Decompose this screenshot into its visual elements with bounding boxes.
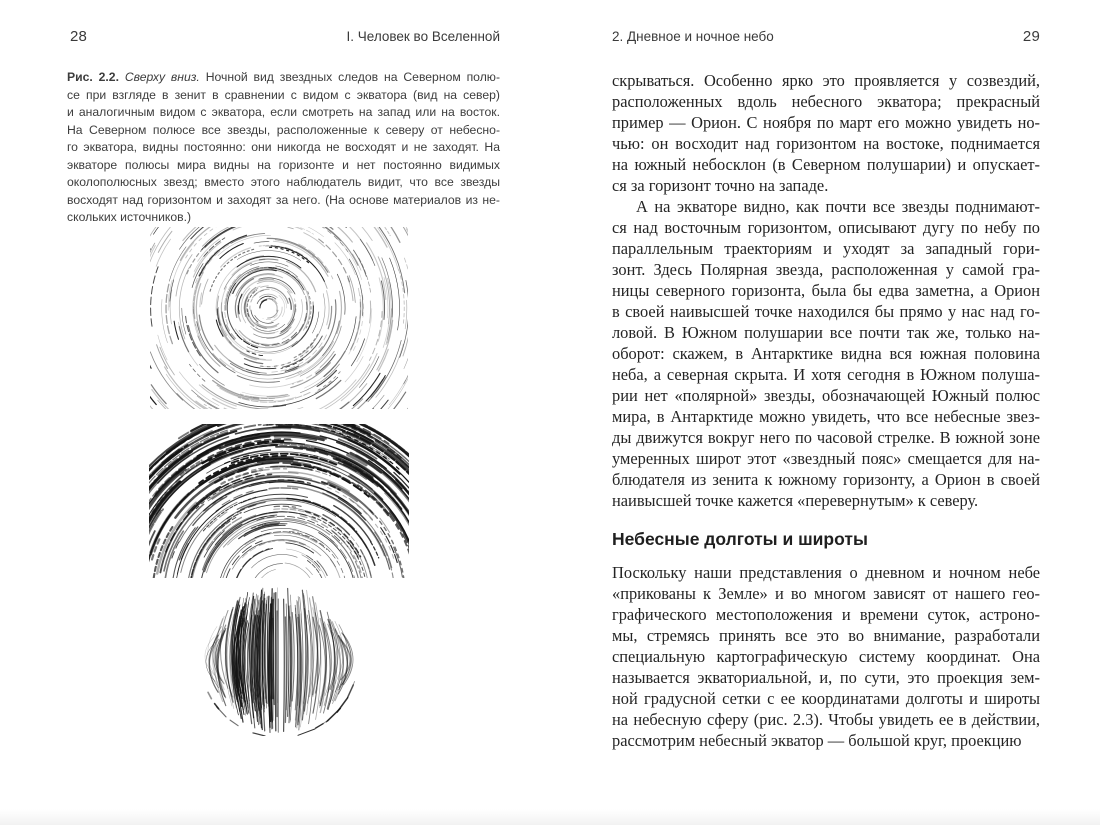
page-left-header: [70, 28, 500, 45]
text-line: На Северном полюсе все звезды, расположенные к северу от небесно-: [67, 122, 500, 137]
page-number-right: 29: [1022, 28, 1040, 45]
running-head-left: I. Человек во Вселенной: [346, 29, 500, 44]
text-line: се при взгляде в зенит в сравнении с видом с экватора (вид на север): [67, 87, 500, 102]
text-line: параллельным траекториям и уходят за западный гори-: [612, 239, 1040, 258]
text-line: специальную картографическую систему координат. Она: [612, 647, 1040, 666]
page-number-left: 28: [70, 28, 88, 45]
text-line: зонт. Здесь Полярная звезда, расположенная у самой гра-: [612, 260, 1040, 279]
text-line: называется экваториальной, и, по сути, это проекция зем-: [612, 668, 1040, 687]
text-line: ды движутся вокруг него по часовой стрелке. В южной зоне: [612, 428, 1040, 447]
text-line: мира, в Антарктиде можно увидеть, что все небесные звез-: [612, 407, 1040, 426]
paragraph-3: [612, 562, 1040, 751]
text-line: «прикованы к Земле» и во многом зависят от нашего гео-: [612, 584, 1040, 603]
text-line: скрываться. Особенно ярко это проявляется у созвездий,: [612, 71, 1040, 90]
running-head-right: 2. Дневное и ночное небо: [612, 29, 774, 44]
caption-lead-italic: Сверху вниз.: [124, 70, 200, 84]
text-line: умеренных широт этот «звездный пояс» смещается для на-: [612, 449, 1040, 468]
section-heading: Небесные долготы и широты: [612, 529, 868, 549]
text-line: ся над восточным горизонтом, описывают дугу по небу по: [612, 218, 1040, 237]
text-line: ся за горизонт точно на западе.: [612, 176, 829, 195]
text-line: экваторе полюсы мира видны на горизонте и нет постоянно видимых: [67, 157, 500, 172]
text-line: на южный небосклон (в Северном полушарии) и опускает-: [612, 155, 1040, 174]
text-line: восходят над горизонтом и заходят за него. (На основе материалов из не-: [67, 192, 500, 207]
figure-caption: [67, 69, 500, 227]
text-line: А на экваторе видно, как почти все звезды поднимают-: [636, 197, 1040, 216]
page-right-header: [612, 28, 1040, 45]
text-line: блюдателя из зенита к южному горизонту, а Орион в своей: [612, 470, 1040, 489]
paragraph-2: [612, 196, 1040, 511]
text-line: в своей наивысшей точке находился бы прямо у нас над го-: [612, 302, 1040, 321]
text-line: рассмотрим небесный экватор — большой круг, проекцию: [612, 731, 1022, 750]
text-line: скольких источников.): [67, 210, 192, 224]
figure-star-trails-east-west-image: [198, 584, 360, 736]
text-line: пример — Орион. С ноября по март его можно увидеть но-: [612, 113, 1040, 132]
text-line: Поскольку наши представления о дневном и ночном небе: [612, 563, 1040, 582]
text-line: графического местоположения и времени суток, астроно-: [612, 605, 1040, 624]
text-line: ницы северного горизонта, была бы едва заметна, а Орион: [612, 281, 1040, 300]
text-line: мы, стремясь принять все это во внимание, разработали: [612, 626, 1040, 645]
text-line: околополюсных звезд; вместо этого наблюдатель видит, что все звезды: [67, 175, 500, 189]
caption-first-line: [67, 69, 500, 87]
text-line: рии нет «полярной» звезды, обозначающей Южный полюс: [612, 386, 1040, 405]
caption-first-line-text: Ночной вид звездных следов на Северном полю-: [205, 70, 500, 84]
text-line: го экватора, видны постоянно: они никогда не восходят и не заходят. На: [67, 140, 500, 154]
figure-star-trails-north-horizon-image: [149, 424, 409, 578]
text-line: расположенных вдоль небесного экватора; прекрасный: [612, 92, 1040, 111]
paragraph-1: [612, 70, 1040, 196]
text-line: чью: он восходит над горизонтом на востоке, поднимается: [612, 134, 1040, 153]
text-line: и аналогичным видом с экватора, если смотреть на запад или на восток.: [67, 105, 500, 119]
caption-figure-label: Рис. 2.2.: [67, 70, 119, 84]
text-line: неба, а северная скрыта. И хотя сегодня в Южном полуша-: [612, 365, 1040, 384]
text-line: оборот: скажем, в Антарктике видна вся южная половина: [612, 344, 1040, 363]
text-line: на небесную сферу (рис. 2.3). Чтобы увидеть ее в действии,: [612, 710, 1040, 729]
figure-star-trails-zenith-image: [150, 227, 408, 409]
caption-lines: [67, 87, 500, 227]
body-text: [612, 70, 1040, 751]
text-line: наивысшей точке кажется «перевернутым» к северу.: [612, 491, 979, 510]
text-line: ной градусной сетки с ее координатами долготы и широты: [612, 689, 1040, 708]
text-line: ловой. В Южном полушарии все почти так же, только на-: [612, 323, 1040, 342]
